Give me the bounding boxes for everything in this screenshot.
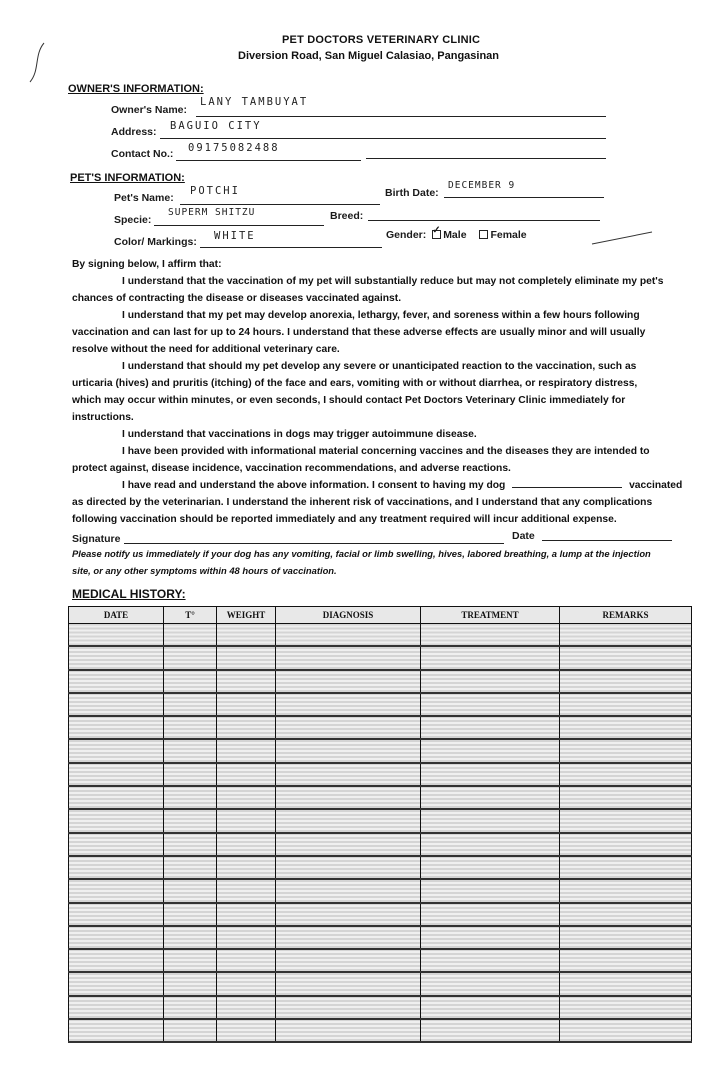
- affirm-p3-line4: instructions.: [72, 412, 134, 423]
- table-cell[interactable]: [164, 972, 217, 995]
- date-line[interactable]: [542, 540, 672, 541]
- table-cell[interactable]: [69, 949, 164, 972]
- table-cell[interactable]: [421, 646, 560, 669]
- pet-gender-label: Gender:: [386, 229, 427, 241]
- pet-gender-group: [386, 225, 527, 241]
- affirm-p6-line1: [72, 477, 697, 494]
- table-cell[interactable]: [560, 716, 692, 739]
- table-cell[interactable]: [276, 786, 421, 809]
- table-cell[interactable]: [560, 786, 692, 809]
- vaccinated-text: vaccinated: [629, 480, 683, 491]
- table-cell[interactable]: [276, 856, 421, 879]
- table-cell[interactable]: [164, 786, 217, 809]
- affirm-p2-line3: resolve without the need for additional veterinary care.: [72, 344, 340, 355]
- signature-line[interactable]: [124, 543, 504, 544]
- table-cell[interactable]: [69, 739, 164, 762]
- pet-specie-value[interactable]: SUPERM SHITZU: [168, 207, 256, 218]
- owner-contact-value[interactable]: 09175082488: [188, 142, 280, 154]
- table-cell[interactable]: [421, 739, 560, 762]
- col-temperature: T°: [164, 607, 217, 624]
- table-row: [69, 739, 692, 762]
- table-cell[interactable]: [560, 763, 692, 786]
- table-cell[interactable]: [421, 670, 560, 693]
- affirm-p6-line3: following vaccination should be reported immediately and any treatment required will incur additional expense.: [72, 514, 617, 525]
- table-cell[interactable]: [164, 809, 217, 832]
- table-cell[interactable]: [217, 786, 276, 809]
- affirm-p3-line1: I understand that should my pet develop any severe or unanticipated reaction to the vaccination, such as: [122, 361, 637, 372]
- table-cell[interactable]: [421, 833, 560, 856]
- affirm-p5-line1: I have been provided with informational material concerning vaccines and the diseases they are intended to: [122, 446, 650, 457]
- table-cell[interactable]: [69, 972, 164, 995]
- table-cell[interactable]: [69, 786, 164, 809]
- table-cell[interactable]: [217, 809, 276, 832]
- margin-scribble-icon: [22, 40, 52, 85]
- table-row: [69, 693, 692, 716]
- table-cell[interactable]: [276, 1019, 421, 1042]
- table-cell[interactable]: [276, 763, 421, 786]
- col-treatment: TREATMENT: [421, 607, 560, 624]
- owner-contact-line-2: [366, 158, 606, 159]
- table-cell[interactable]: [276, 646, 421, 669]
- table-cell[interactable]: [217, 856, 276, 879]
- table-cell[interactable]: [164, 646, 217, 669]
- table-cell[interactable]: [69, 624, 164, 647]
- table-cell[interactable]: [560, 856, 692, 879]
- affirm-p1-line1: I understand that the vaccination of my pet will substantially reduce but may not completely eliminate my pet's: [122, 276, 664, 287]
- consent-text: I have read and understand the above information. I consent to having my dog: [122, 480, 506, 491]
- female-checkbox[interactable]: [479, 230, 488, 239]
- owner-contact-label: Contact No.:: [111, 148, 174, 160]
- table-cell[interactable]: [421, 856, 560, 879]
- table-cell[interactable]: [164, 926, 217, 949]
- table-cell[interactable]: [560, 646, 692, 669]
- table-cell[interactable]: [276, 670, 421, 693]
- table-cell[interactable]: [421, 949, 560, 972]
- table-cell[interactable]: [69, 926, 164, 949]
- table-cell[interactable]: [421, 693, 560, 716]
- table-cell[interactable]: [276, 716, 421, 739]
- table-cell[interactable]: [217, 972, 276, 995]
- table-row: [69, 809, 692, 832]
- pet-birth-label: Birth Date:: [385, 187, 439, 199]
- table-cell[interactable]: [217, 763, 276, 786]
- table-cell[interactable]: [560, 693, 692, 716]
- pet-breed-label: Breed:: [330, 210, 364, 222]
- col-weight: WEIGHT: [217, 607, 276, 624]
- affirm-p2-line2: vaccination and can last for up to 24 hours. I understand that these adverse effects are usually minor and will usually: [72, 327, 646, 338]
- affirm-p1-line2: chances of contracting the disease or diseases vaccinated against.: [72, 293, 402, 304]
- table-cell[interactable]: [276, 693, 421, 716]
- table-cell[interactable]: [276, 879, 421, 902]
- table-cell[interactable]: [276, 903, 421, 926]
- male-label: Male: [443, 229, 467, 241]
- affirm-p6-line2: as directed by the veterinarian. I understand the inherent risk of vaccinations, and I understand that any complications: [72, 497, 653, 508]
- owner-name-line: [196, 116, 606, 117]
- pet-name-value[interactable]: POTCHI: [190, 185, 240, 197]
- table-cell[interactable]: [217, 879, 276, 902]
- pet-birth-value[interactable]: DECEMBER 9: [448, 180, 516, 191]
- table-cell[interactable]: [421, 716, 560, 739]
- table-cell[interactable]: [276, 926, 421, 949]
- table-cell[interactable]: [421, 624, 560, 647]
- pet-birth-line: [444, 197, 604, 198]
- pen-stroke-icon: [590, 228, 660, 248]
- table-cell[interactable]: [69, 809, 164, 832]
- table-row: [69, 786, 692, 809]
- medical-section-title: MEDICAL HISTORY:: [72, 587, 186, 601]
- notice-line1: Please notify us immediately if your dog has any vomiting, facial or limb swelling, hives, labored breathing, a lump at the injection: [72, 548, 651, 559]
- table-cell[interactable]: [164, 670, 217, 693]
- table-cell[interactable]: [217, 646, 276, 669]
- table-cell[interactable]: [69, 646, 164, 669]
- table-cell[interactable]: [69, 833, 164, 856]
- owner-name-value[interactable]: LANY TAMBUYAT: [200, 96, 309, 108]
- table-cell[interactable]: [69, 716, 164, 739]
- table-cell[interactable]: [560, 624, 692, 647]
- affirm-p3-line3: which may occur within minutes, or even seconds, I should contact Pet Doctors Veterinary Clinic immediately for: [72, 395, 626, 406]
- table-cell[interactable]: [164, 624, 217, 647]
- table-cell[interactable]: [421, 879, 560, 902]
- affirm-intro: By signing below, I affirm that:: [72, 259, 222, 270]
- table-row: [69, 716, 692, 739]
- col-date: DATE: [69, 607, 164, 624]
- table-cell[interactable]: [164, 693, 217, 716]
- table-cell[interactable]: [164, 879, 217, 902]
- table-cell[interactable]: [69, 693, 164, 716]
- table-row: [69, 879, 692, 902]
- table-header-row: [69, 607, 692, 624]
- col-diagnosis: DIAGNOSIS: [276, 607, 421, 624]
- table-cell[interactable]: [217, 739, 276, 762]
- table-cell[interactable]: [69, 763, 164, 786]
- affirm-p5-line2: protect against, disease incidence, vaccination recommendations, and adverse reactions.: [72, 463, 511, 474]
- affirm-block: [72, 256, 697, 528]
- table-cell[interactable]: [560, 1019, 692, 1042]
- table-cell[interactable]: [560, 833, 692, 856]
- table-row: [69, 996, 692, 1019]
- table-cell[interactable]: [276, 833, 421, 856]
- table-cell[interactable]: [217, 833, 276, 856]
- table-cell[interactable]: [421, 972, 560, 995]
- table-cell[interactable]: [421, 926, 560, 949]
- table-cell[interactable]: [560, 809, 692, 832]
- table-cell[interactable]: [560, 739, 692, 762]
- table-cell[interactable]: [69, 879, 164, 902]
- dog-vaccine-blank[interactable]: [512, 477, 622, 488]
- table-cell[interactable]: [421, 809, 560, 832]
- table-cell[interactable]: [421, 786, 560, 809]
- owner-address-value[interactable]: BAGUIO CITY: [170, 120, 262, 132]
- pet-name-line: [180, 204, 380, 205]
- table-cell[interactable]: [276, 949, 421, 972]
- col-remarks: REMARKS: [560, 607, 692, 624]
- male-check-icon: ✓: [432, 225, 441, 236]
- table-row: [69, 833, 692, 856]
- table-cell[interactable]: [164, 739, 217, 762]
- table-cell[interactable]: [560, 903, 692, 926]
- notice-line2: site, or any other symptoms within 48 hours of vaccination.: [72, 565, 337, 576]
- table-cell[interactable]: [276, 624, 421, 647]
- table-cell[interactable]: [560, 996, 692, 1019]
- table-cell[interactable]: [276, 996, 421, 1019]
- clinic-name: PET DOCTORS VETERINARY CLINIC: [282, 34, 481, 46]
- owner-contact-line: [176, 160, 361, 161]
- date-label: Date: [512, 530, 535, 542]
- table-cell[interactable]: [217, 926, 276, 949]
- pet-breed-line: [368, 220, 600, 221]
- pet-section-title: PET'S INFORMATION:: [70, 172, 185, 184]
- table-cell[interactable]: [217, 693, 276, 716]
- affirm-p4: I understand that vaccinations in dogs may trigger autoimmune disease.: [122, 429, 477, 440]
- table-cell[interactable]: [421, 1019, 560, 1042]
- table-cell[interactable]: [560, 926, 692, 949]
- table-cell[interactable]: [217, 670, 276, 693]
- table-cell[interactable]: [164, 949, 217, 972]
- female-label: Female: [490, 229, 527, 241]
- table-row: [69, 646, 692, 669]
- table-cell[interactable]: [217, 716, 276, 739]
- signature-label: Signature: [72, 533, 121, 545]
- table-cell[interactable]: [217, 903, 276, 926]
- owner-address-label: Address:: [111, 126, 157, 138]
- table-cell[interactable]: [164, 1019, 217, 1042]
- affirm-p2-line1: I understand that my pet may develop anorexia, lethargy, fever, and soreness within a few hours following: [122, 310, 640, 321]
- table-cell[interactable]: [276, 809, 421, 832]
- table-cell[interactable]: [421, 763, 560, 786]
- table-cell[interactable]: [276, 972, 421, 995]
- table-row: [69, 1019, 692, 1042]
- table-cell[interactable]: [164, 763, 217, 786]
- table-cell[interactable]: [560, 879, 692, 902]
- pet-specie-line: [154, 225, 324, 226]
- affirm-p3-line2: urticaria (hives) and pruritis (itching) of the face and ears, vomiting with or without diarrhea, or respiratory distress,: [72, 378, 638, 389]
- table-cell[interactable]: [560, 670, 692, 693]
- table-row: [69, 972, 692, 995]
- table-cell[interactable]: [217, 949, 276, 972]
- table-row: [69, 903, 692, 926]
- owner-name-label: Owner's Name:: [111, 104, 188, 116]
- pet-specie-label: Specie:: [114, 214, 152, 226]
- owner-address-line: [160, 138, 606, 139]
- clinic-address: Diversion Road, San Miguel Calasiao, Pangasinan: [238, 50, 500, 62]
- table-cell[interactable]: [164, 856, 217, 879]
- table-cell[interactable]: [164, 716, 217, 739]
- table-cell[interactable]: [69, 996, 164, 1019]
- table-row: [69, 624, 692, 647]
- table-cell[interactable]: [421, 996, 560, 1019]
- table-row: [69, 763, 692, 786]
- table-cell[interactable]: [69, 903, 164, 926]
- table-cell[interactable]: [560, 949, 692, 972]
- table-cell[interactable]: [164, 903, 217, 926]
- table-cell[interactable]: [69, 670, 164, 693]
- pet-color-label: Color/ Markings:: [114, 236, 197, 248]
- table-row: [69, 926, 692, 949]
- medical-history-rows: [69, 624, 692, 1043]
- pet-color-line: [200, 247, 382, 248]
- table-row: [69, 670, 692, 693]
- table-cell[interactable]: [164, 833, 217, 856]
- pet-color-value[interactable]: WHITE: [214, 230, 256, 242]
- table-cell[interactable]: [69, 1019, 164, 1042]
- table-cell[interactable]: [164, 996, 217, 1019]
- table-row: [69, 949, 692, 972]
- medical-history-table: [68, 606, 692, 1043]
- owner-section-title: OWNER'S INFORMATION:: [68, 83, 204, 95]
- table-cell[interactable]: [217, 624, 276, 647]
- table-cell[interactable]: [217, 996, 276, 1019]
- table-cell[interactable]: [69, 856, 164, 879]
- table-cell[interactable]: [421, 903, 560, 926]
- table-cell[interactable]: [217, 1019, 276, 1042]
- pet-name-label: Pet's Name:: [114, 192, 174, 204]
- table-cell[interactable]: [560, 972, 692, 995]
- table-cell[interactable]: [276, 739, 421, 762]
- male-checkbox[interactable]: [432, 225, 441, 239]
- table-row: [69, 856, 692, 879]
